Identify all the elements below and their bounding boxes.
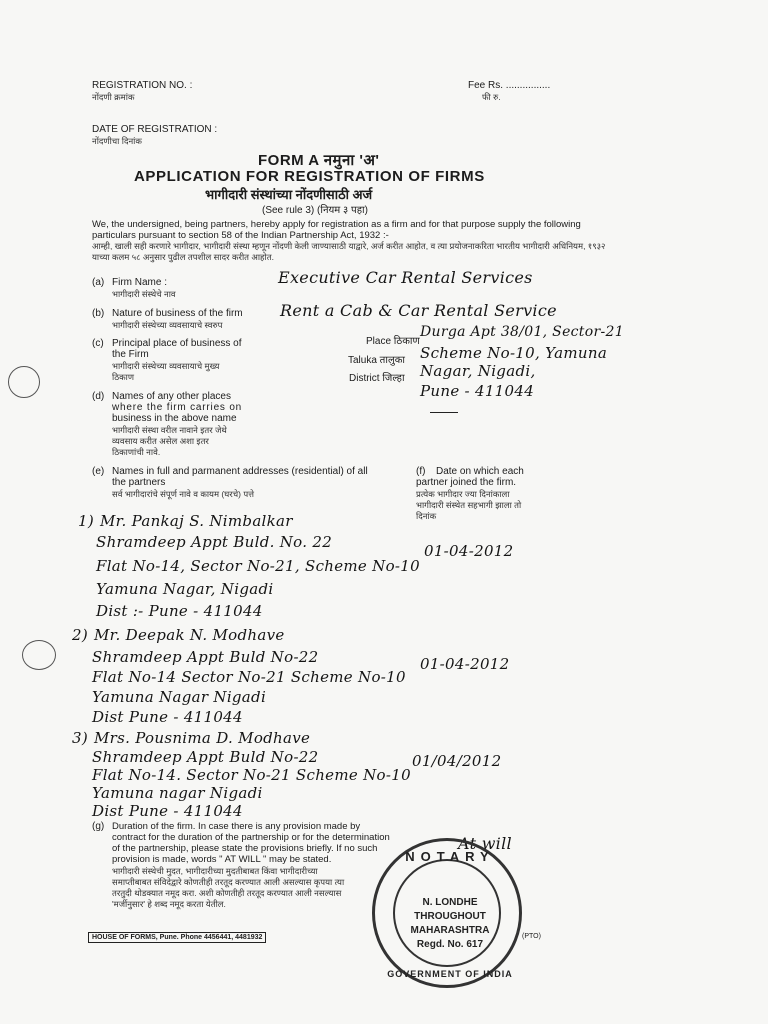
punch-hole-mark-bottom bbox=[22, 640, 56, 670]
stamp-top-text: NOTARY bbox=[405, 849, 495, 864]
duration-label-mr-1: भागीदारी संस्थेची मुदत, भागीदारीच्या मुदतीबाबत किंवा भागीदारीच्या bbox=[112, 866, 318, 876]
district-label: District जिल्हा bbox=[349, 373, 405, 384]
join-date-label-mr-2: भागीदारी संस्थेत सहभागी झाला तो bbox=[416, 500, 522, 510]
other-places-label-mr-3: ठिकाणांची नावे. bbox=[112, 447, 161, 457]
item-g-mark: (g) bbox=[92, 821, 105, 832]
partner-2-address-4: Dist Pune - 411044 bbox=[92, 708, 243, 726]
business-nature-value: Rent a Cab & Car Rental Service bbox=[280, 301, 557, 320]
form-title: FORM A नमुना 'अ' bbox=[258, 152, 380, 169]
duration-label-2: contract for the duration of the partnership or for the determination bbox=[112, 832, 390, 843]
partner-3-name: Mrs. Pousnima D. Modhave bbox=[94, 729, 311, 747]
item-e-mark: (e) bbox=[92, 466, 105, 477]
partner-1-address-3: Yamuna Nagar, Nigadi bbox=[96, 580, 274, 598]
fee-label: Fee Rs. ................ bbox=[468, 80, 551, 91]
firm-name-label: Firm Name : bbox=[112, 277, 167, 288]
partner-3-address-4: Dist Pune - 411044 bbox=[92, 802, 243, 820]
fee-label-mr: फी रु. bbox=[482, 92, 501, 102]
partner-2-name: Mr. Deepak N. Modhave bbox=[94, 626, 285, 644]
join-date-label-mr-1: प्रत्येक भागीदार ज्या दिनांकाला bbox=[416, 489, 510, 499]
pto-label: (PTO) bbox=[522, 933, 541, 940]
partners-label-1: Names in full and parmanent addresses (residential) of all bbox=[112, 466, 368, 477]
partner-2-address-1: Shramdeep Appt Buld No-22 bbox=[92, 648, 319, 666]
partner-2-address-2: Flat No-14 Sector No-21 Scheme No-10 bbox=[92, 668, 406, 686]
partner-1-address-1: Shramdeep Appt Buld. No. 22 bbox=[96, 533, 333, 551]
other-places-label-3: business in the above name bbox=[112, 413, 237, 424]
other-places-label-1: Names of any other places bbox=[112, 391, 231, 402]
duration-label-mr-2: समाप्तीबाबत संविदेद्वारे कोणतीही तरतूद करण्यात आली असल्यास कृपया त्या bbox=[112, 877, 345, 887]
business-nature-label-mr: भागीदारी संस्थेच्या व्यवसायाचे स्वरुप bbox=[112, 320, 223, 330]
partner-1-address-4: Dist :- Pune - 411044 bbox=[96, 602, 263, 620]
item-d-mark: (d) bbox=[92, 391, 105, 402]
registration-no-label-mr: नोंदणी क्रमांक bbox=[92, 92, 135, 102]
other-places-dash bbox=[430, 412, 458, 413]
partners-label-mr: सर्व भागीदारांचे संपूर्ण नावे व कायम (घरचे) पत्ते bbox=[112, 489, 255, 499]
place-label: Place ठिकाण bbox=[366, 336, 420, 347]
duration-value: At will bbox=[458, 834, 512, 853]
item-b-mark: (b) bbox=[92, 308, 105, 319]
principal-place-label-1: Principal place of business of bbox=[112, 338, 242, 349]
stamp-line-3: MAHARASHTRA bbox=[410, 925, 490, 936]
main-title-mr: भागीदारी संस्थांच्या नोंदणीसाठी अर्ज bbox=[205, 187, 373, 202]
principal-place-label-mr-2: ठिकाण bbox=[112, 372, 135, 382]
punch-hole-mark-top bbox=[8, 366, 40, 398]
partner-2-no: 2) bbox=[72, 626, 88, 644]
firm-name-value: Executive Car Rental Services bbox=[278, 268, 533, 287]
taluka-value: Scheme No-10, Yamuna bbox=[420, 344, 608, 362]
firm-name-label-mr: भागीदारी संस्थेचे नाव bbox=[112, 289, 176, 299]
join-date-label-2: partner joined the firm. bbox=[416, 477, 517, 488]
partner-2-address-3: Yamuna Nagar Nigadi bbox=[92, 688, 267, 706]
duration-label-mr-3: तरतुदी थोडक्यात नमूद करा. अशी कोणतीही तरतूद करण्यात आली नसल्यास bbox=[112, 888, 342, 898]
join-date-label-mr-3: दिनांक bbox=[416, 511, 437, 521]
stamp-line-4: Regd. No. 617 bbox=[416, 939, 484, 950]
other-places-label-mr-2: व्यवसाय करीत असेल अशा इतर bbox=[112, 436, 209, 446]
district-value: Nagar, Nigadi, bbox=[420, 362, 536, 380]
taluka-label: Taluka तालुका bbox=[348, 355, 406, 366]
partner-1-join-date: 01-04-2012 bbox=[424, 542, 514, 560]
notary-stamp bbox=[372, 838, 522, 988]
partner-2-join-date: 01-04-2012 bbox=[420, 655, 510, 673]
partner-1-name: Mr. Pankaj S. Nimbalkar bbox=[100, 512, 293, 530]
item-f-mark: (f) bbox=[416, 466, 426, 477]
partner-1-address-2: Flat No-14, Sector No-21, Scheme No-10 bbox=[96, 557, 420, 575]
join-date-label-1: Date on which each bbox=[436, 466, 524, 477]
principal-place-label-2: the Firm bbox=[112, 349, 149, 360]
publisher-box: HOUSE OF FORMS, Pune. Phone 4456441, 4481932 bbox=[88, 932, 266, 943]
other-places-label-mr-1: भागीदारी संस्था वरील नावाने इतर जेथे bbox=[112, 425, 227, 435]
intro-text-mr: आम्ही, खाली सही करणारे भागीदार, भागीदारी संस्था म्हणून नोंदणी केली जाण्यासाठी याद्वारे, अर्ज करीत आहोत, व त्या प्रयोजनाकरिता भारतीय भागीदारी अधिनियम, १९३२ याच्या कलम ५८ अनुसार पुढील तपशील सादर करीत आहोत. bbox=[92, 241, 606, 262]
partner-3-address-1: Shramdeep Appt Buld No-22 bbox=[92, 748, 319, 766]
intro-text-en: We, the undersigned, being partners, hereby apply for registration as a firm and for that purpose supply the following particulars pursuant to section 58 of the Indian Partnership Act, 1932 :- bbox=[92, 219, 581, 241]
duration-label-1: Duration of the firm. In case there is any provision made by bbox=[112, 821, 361, 832]
item-c-mark: (c) bbox=[92, 338, 104, 349]
rule-reference: (See rule 3) (नियम ३ पहा) bbox=[262, 205, 368, 216]
partner-3-address-2: Flat No-14. Sector No-21 Scheme No-10 bbox=[92, 766, 411, 784]
partner-3-address-3: Yamuna nagar Nigadi bbox=[92, 784, 263, 802]
duration-label-4: provision is made, words " AT WILL " may be stated. bbox=[112, 854, 332, 865]
principal-place-label-mr-1: भागीदारी संस्थेच्या व्यवसायाचे मुख्य bbox=[112, 361, 220, 371]
other-places-label-2: where the firm carries on bbox=[112, 402, 243, 413]
partner-3-no: 3) bbox=[72, 729, 88, 747]
stamp-bottom-text: GOVERNMENT OF INDIA bbox=[387, 969, 513, 979]
registration-no-label: REGISTRATION NO. : bbox=[92, 80, 193, 91]
stamp-line-1: N. LONDHE bbox=[422, 897, 478, 908]
duration-label-mr-4: 'मर्जीनुसार' हे शब्द नमूद करता येतील. bbox=[112, 899, 226, 909]
stamp-line-2: THROUGHOUT bbox=[414, 911, 486, 922]
partner-3-join-date: 01/04/2012 bbox=[412, 752, 502, 770]
partners-label-2: the partners bbox=[112, 477, 166, 488]
business-nature-label: Nature of business of the firm bbox=[112, 308, 243, 319]
place-value: Durga Apt 38/01, Sector-21 bbox=[420, 324, 624, 340]
date-of-registration-label: DATE OF REGISTRATION : bbox=[92, 124, 218, 135]
partner-1-no: 1) bbox=[78, 512, 94, 530]
main-title: APPLICATION FOR REGISTRATION OF FIRMS bbox=[134, 168, 485, 185]
date-of-registration-label-mr: नोंदणीचा दिनांक bbox=[92, 136, 142, 146]
pincode-value: Pune - 411044 bbox=[420, 382, 535, 400]
item-a-mark: (a) bbox=[92, 277, 105, 288]
duration-label-3: of the partnership, please state the provisions briefly. If no such bbox=[112, 843, 378, 854]
